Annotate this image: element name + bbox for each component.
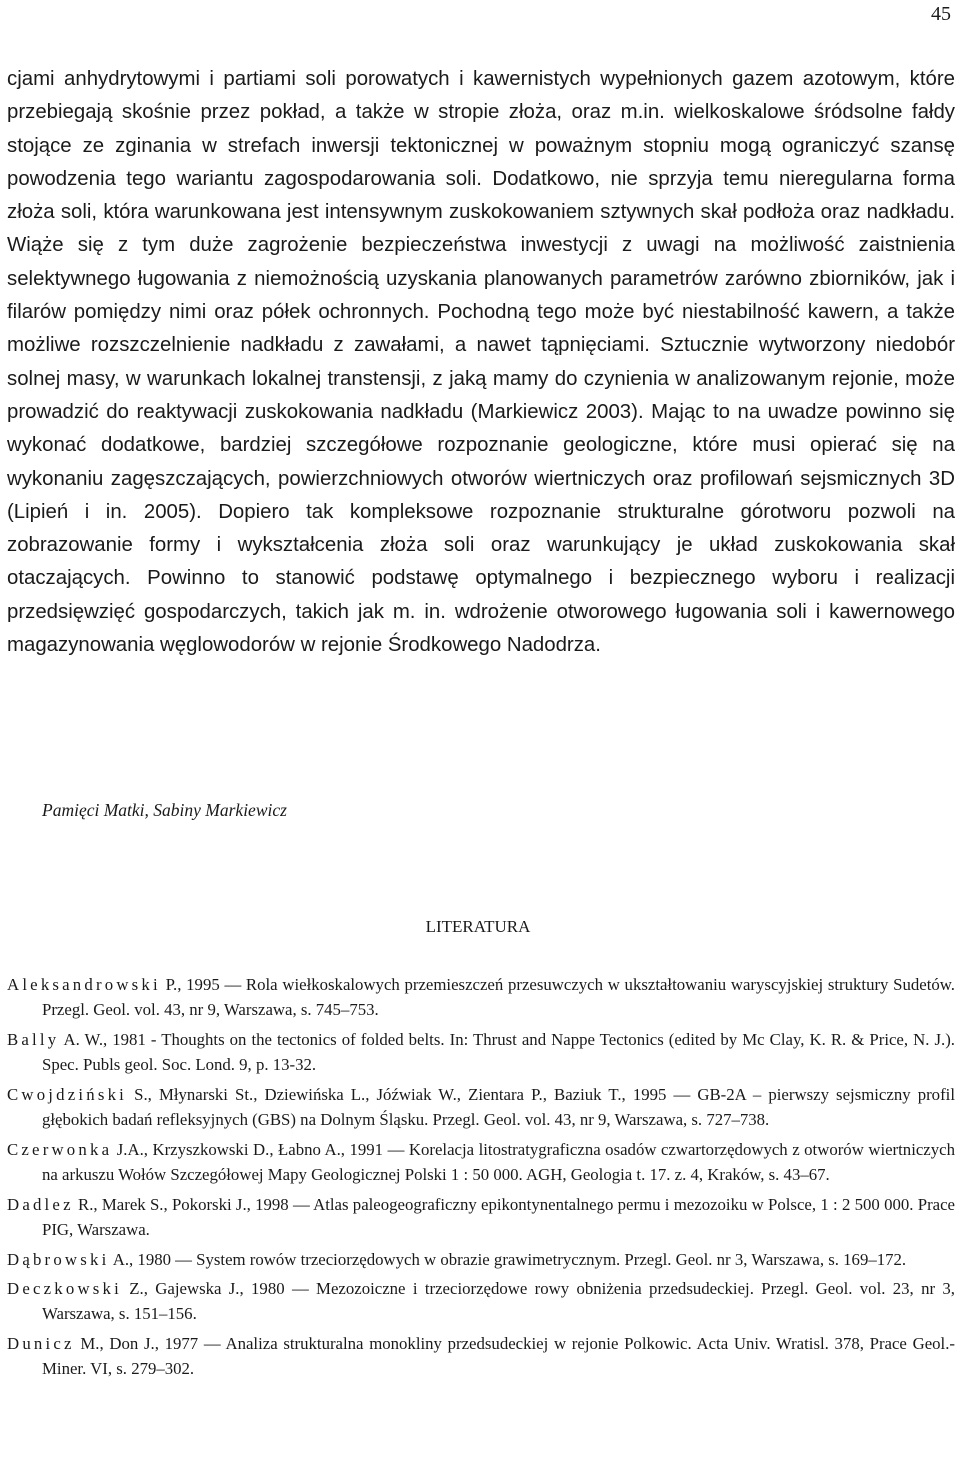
- reference-text: J.A., Krzyszkowski D., Łabno A., 1991 — Korelacja litostratygraficzna osadów czwartorzędowych z otworów wiertniczych na arkuszu Wołów Szczegółowej Mapy Geologicznej Polski 1 : 50 000. AGH, Geologia t. 17. z. 4, Kraków, s. 43–67.: [42, 1139, 955, 1184]
- literature-heading: [0, 917, 960, 937]
- reference-author: Dadlez: [7, 1194, 74, 1214]
- reference-text: P., 1995 — Rola wiełkoskalowych przemieszczeń przesuwczych w ukształtowaniu waryscyjskiej struktury Sudetów. Przegl. Geol. vol. 43, nr 9, Warszawa, s. 745–753.: [42, 975, 955, 1020]
- reference-item: [7, 1331, 955, 1381]
- reference-list: [7, 972, 955, 1386]
- reference-author: Cwojdziński: [7, 1084, 128, 1104]
- reference-author: Deczkowski: [7, 1279, 122, 1299]
- body-paragraph: cjami anhydrytowymi i partiami soli porowatych i kawernistych wypełnionych gazem azotowym, które przebiegają skośnie przez pokład, a także w stropie złoża, oraz m.in. wielkoskalowe śródsolne fałdy stojące ze zginania w strefach inwersji tektonicznej w poważnym stopniu mogą ograniczyć szansę powodzenia tego wariantu zagospodarowania soli. Dodatkowo, nie sprzyja temu nieregularna forma złoża soli, która warunkowana jest intensywnym zuskokowaniem sztywnych skał podłoża oraz nadkładu. Wiąże się z tym duże zagrożenie bezpieczeństwa inwestycji z uwagi na możliwość zaistnienia selektywnego ługowania z niemożnością uzyskania planowanych parametrów zarówno zbiorników, jak i filarów pomiędzy nimi oraz półek ochronnych. Pochodną tego może być niestabilność kawern, a także możliwe rozszczelnienie nadkładu z zawałami, a nawet tąpnięciami. Sztucznie wytworzony niedobór solnej masy, w warunkach lokalnej transtensji, z jaką mamy do czynienia w analizowanym rejonie, może prowadzić do reaktywacji zuskokowania nadkładu (Markiewicz 2003). Mając to na uwadze powinno się wykonać dodatkowe, bardziej szczegółowe rozpoznanie geologiczne, które musi opierać się na wykonaniu zagęszczających, powierzchniowych otworów wiertniczych oraz profilowań sejsmicznych 3D (Lipień i in. 2005). Dopiero tak kompleksowe rozpoznanie strukturalne górotworu pozwoli na zobrazowanie formy i wykształcenia złoża soli oraz warunkujący je układ zuskokowania skał otaczających. Powinno to stanowić podstawę optymalnego i bezpiecznego wyboru i realizacji przedsięwzięć gospodarczych, takich jak m. in. wdrożenie otworowego ługowania soli i kawernowego magazynowania węglowodorów w rejonie Środkowego Nadodrza.: [7, 68, 955, 657]
- reference-item: [7, 1027, 955, 1077]
- reference-item: [7, 972, 955, 1022]
- reference-text: S., Młynarski St., Dziewińska L., Jóźwiak W., Zientara P., Baziuk T., 1995 — GB-2A – pierwszy sejsmiczny profil głębokich badań refleksyjnych (GBS) na Dolnym Śląsku. Przegl. Geol. vol. 43, nr 9, Warszawa, s. 727–738.: [42, 1084, 955, 1130]
- dedication: Pamięci Matki, Sabiny Markiewicz: [42, 800, 287, 820]
- reference-text: A. W., 1981 - Thoughts on the tectonics of folded belts. In: Thrust and Nappe Tectonics (edited by Mc Clay, K. R. & Price, N. J.). Spec. Publs geol. Soc. Lond. 9, p. 13-32.: [42, 1029, 955, 1075]
- reference-text: M., Don J., 1977 — Analiza strukturalna monokliny przedsudeckiej w rejonie Polkowic. Acta Univ. Wratisl. 378, Prace Geol.-Miner. VI, s. 279–302.: [42, 1334, 955, 1379]
- reference-text: Z., Gajewska J., 1980 — Mezozoiczne i trzeciorzędowe rowy obniżenia przedsudeckiej. Przegl. Geol. vol. 23, nr 3, Warszawa, s. 151–156.: [42, 1279, 955, 1324]
- reference-author: Dunicz: [7, 1334, 75, 1354]
- reference-item: [7, 1082, 955, 1132]
- page-number: 45: [931, 3, 951, 25]
- reference-author: Czerwonka: [7, 1139, 113, 1159]
- reference-item: [7, 1192, 955, 1242]
- reference-author: Dąbrowski: [7, 1249, 110, 1269]
- reference-item: [7, 1137, 955, 1187]
- reference-text: R., Marek S., Pokorski J., 1998 — Atlas paleogeograficzny epikontynentalnego permu i mezozoiku w Polsce, 1 : 2 500 000. Prace PIG, Warszawa.: [42, 1194, 955, 1239]
- reference-author: Bally: [7, 1029, 60, 1049]
- reference-author: Aleksandrowski: [7, 975, 161, 994]
- reference-text: A., 1980 — System rowów trzeciorzędowych w obrazie grawimetrycznym. Przegl. Geol. nr 3, Warszawa, s. 169–172.: [109, 1249, 907, 1269]
- reference-item: [7, 1247, 955, 1272]
- literature-heading-text: LITERATURA: [425, 917, 531, 936]
- reference-item: [7, 1276, 955, 1326]
